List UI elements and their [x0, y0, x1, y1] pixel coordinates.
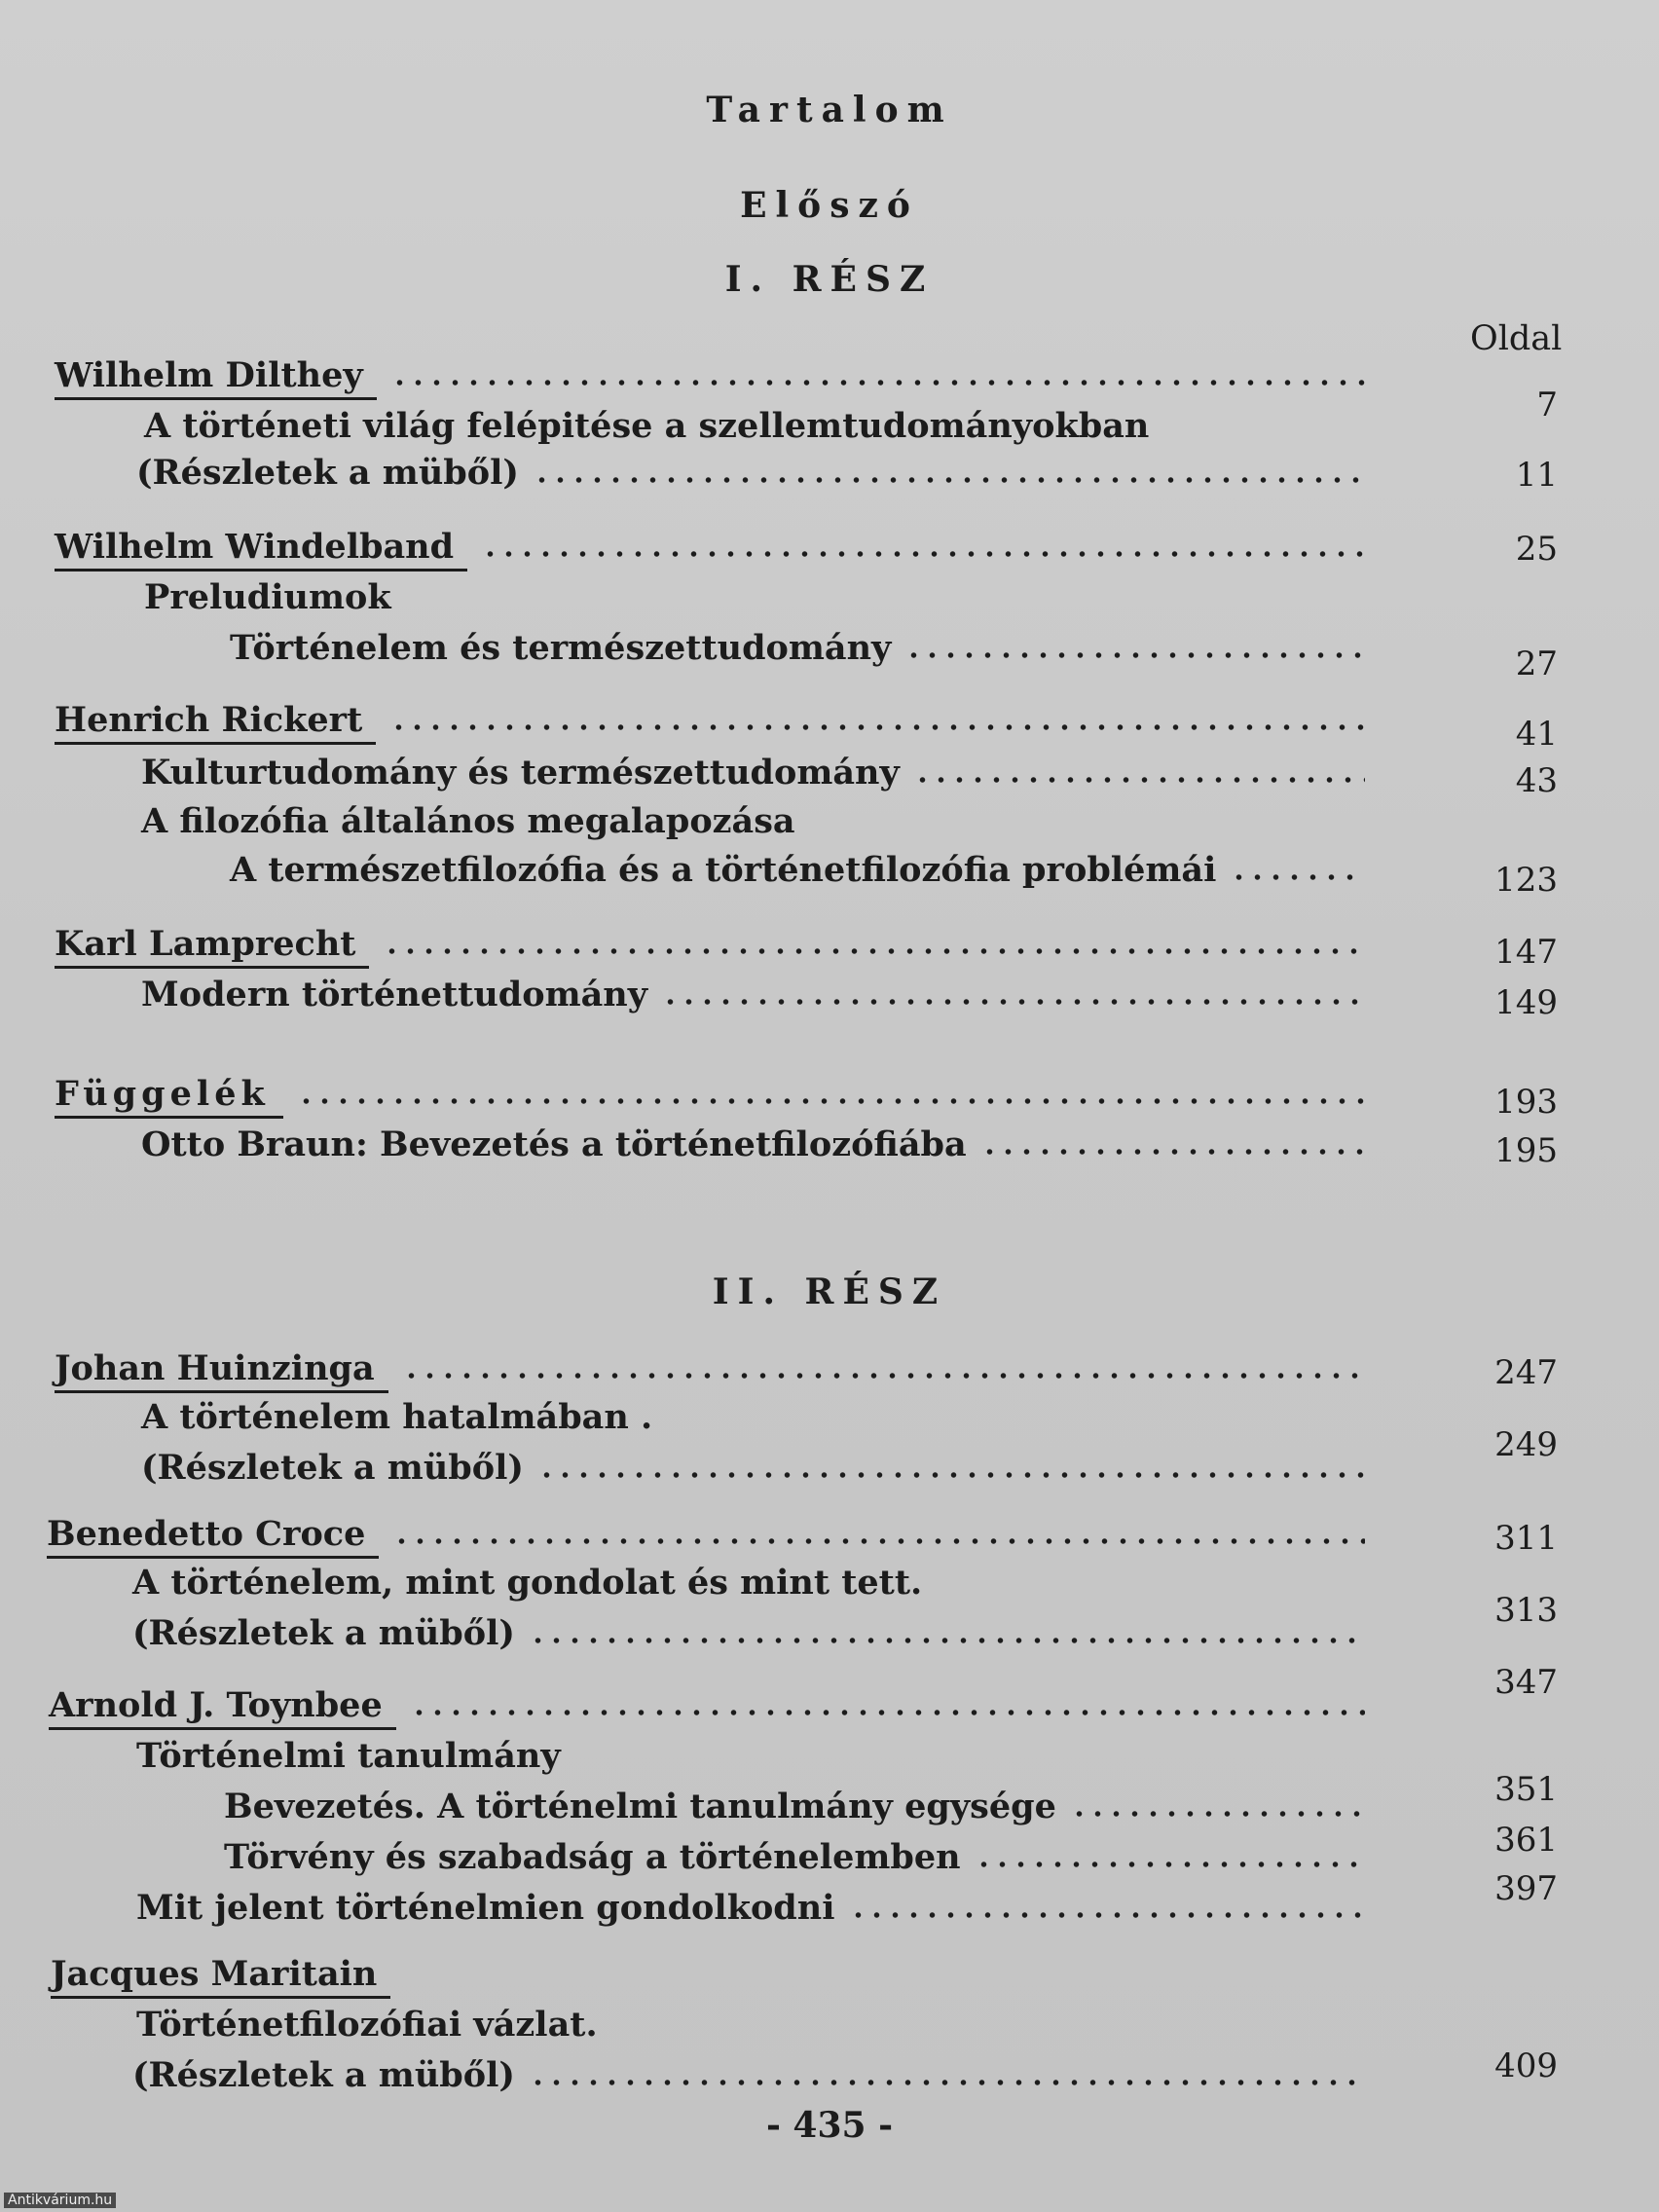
entry-title: Modern történettudomány — [141, 975, 648, 1014]
toc-author-entry — [0, 1347, 1659, 1398]
foreword-heading: Előszó — [740, 185, 919, 226]
page-reference: 311 — [1494, 1519, 1558, 1558]
author-name: Wilhelm Windelband — [55, 526, 467, 571]
dot-leader — [410, 1710, 1365, 1715]
page-reference: 361 — [1494, 1821, 1558, 1860]
toc-author-entry — [0, 1953, 1659, 2004]
toc-author-entry — [0, 699, 1659, 754]
toc-entry — [0, 1562, 1659, 1612]
entry-title: Történetfilozófiai vázlat. — [136, 2005, 598, 2045]
entry-title: (Részletek a müből) — [141, 1448, 524, 1488]
dot-leader — [390, 380, 1365, 386]
toc-entry — [0, 1396, 1659, 1447]
toc-entry — [0, 452, 1659, 502]
toc-author-entry — [0, 1513, 1659, 1564]
dot-leader — [904, 652, 1365, 658]
page-number: - 435 - — [765, 2105, 894, 2146]
entry-title: A történelem hatalmában . — [141, 1397, 653, 1437]
entry-title: (Részletek a müből) — [132, 2055, 515, 2095]
dot-leader — [383, 948, 1365, 954]
author-name: Karl Lamprecht — [55, 923, 369, 969]
toc-entry — [0, 2046, 1659, 2105]
page-reference: 313 — [1494, 1591, 1558, 1630]
toc-entry — [0, 405, 1659, 456]
entry-title: A történelem, mint gondolat és mint tett. — [132, 1563, 923, 1603]
toc-entry — [0, 800, 1659, 851]
page-reference: 41 — [1515, 715, 1558, 754]
toc-entry — [0, 752, 1659, 802]
toc-entry — [0, 576, 1659, 627]
toc-entry — [0, 1425, 1659, 1497]
page-reference: 7 — [1536, 386, 1558, 424]
page-reference: 11 — [1515, 456, 1558, 495]
toc-author-entry — [0, 1073, 1659, 1124]
toc-entry — [0, 1821, 1659, 1887]
dot-leader — [913, 777, 1365, 783]
dot-leader — [389, 724, 1365, 730]
dot-leader — [529, 1638, 1365, 1643]
entry-title: Preludiumok — [144, 577, 391, 617]
page-reference: 43 — [1515, 761, 1558, 800]
author-name: Jacques Maritain — [51, 1953, 390, 1999]
entry-title: (Részletek a müből) — [136, 453, 519, 493]
dot-leader — [661, 999, 1365, 1005]
toc-author-entry — [0, 526, 1659, 576]
page-reference: 351 — [1494, 1770, 1558, 1809]
dot-leader — [402, 1373, 1365, 1379]
page-reference: 409 — [1494, 2046, 1558, 2085]
page-reference: 397 — [1494, 1869, 1558, 1908]
page-reference: 247 — [1494, 1353, 1558, 1392]
dot-leader — [297, 1098, 1365, 1104]
page-reference: 347 — [1494, 1663, 1558, 1702]
entry-title: Törvény és szabadság a történelemben — [224, 1837, 961, 1877]
dot-leader — [392, 1538, 1365, 1544]
author-name: Benedetto Croce — [47, 1513, 379, 1559]
dot-leader — [1070, 1811, 1365, 1817]
page-reference: 249 — [1494, 1425, 1558, 1464]
entry-title: Történelmi tanulmány — [136, 1736, 561, 1776]
author-name: Johan Huinzinga — [55, 1347, 388, 1393]
entry-title: Mit jelent történelmien gondolkodni — [136, 1888, 835, 1928]
toc-entry — [0, 1591, 1659, 1663]
toc-title: Tartalom — [706, 90, 953, 130]
page-reference: 27 — [1515, 645, 1558, 683]
part-two-heading: II. RÉSZ — [712, 1272, 947, 1312]
entry-title: A történeti világ felépitése a szellemtudományokban — [144, 406, 1150, 446]
dot-leader — [481, 551, 1365, 557]
page-column-label: Oldal — [1470, 319, 1563, 358]
page-reference: 147 — [1494, 933, 1558, 972]
entry-title: Otto Braun: Bevezetés a történetfilozófiába — [141, 1124, 967, 1164]
page-reference: 193 — [1494, 1083, 1558, 1122]
toc-entry — [0, 1869, 1659, 1937]
toc-author-entry — [0, 923, 1659, 974]
toc-entry — [0, 1735, 1659, 1786]
dot-leader — [980, 1149, 1365, 1155]
dot-leader — [849, 1912, 1365, 1918]
part-one-heading: I. RÉSZ — [724, 259, 935, 300]
page-reference: 25 — [1515, 530, 1558, 569]
entry-title: (Részletek a müből) — [132, 1613, 515, 1653]
dot-leader — [533, 477, 1365, 483]
entry-title: A természetfilozófia és a történetfilozófia problémái — [230, 850, 1217, 890]
toc-author-entry — [0, 354, 1659, 424]
toc-entry — [0, 974, 1659, 1024]
author-name: Arnold J. Toynbee — [49, 1684, 396, 1730]
toc-entry — [0, 849, 1659, 900]
dot-leader — [537, 1472, 1365, 1478]
page-reference: 195 — [1494, 1131, 1558, 1170]
toc-entry — [0, 2004, 1659, 2054]
toc-entry — [0, 1770, 1659, 1836]
dot-leader — [975, 1862, 1365, 1867]
entry-title: A filozófia általános megalapozása — [141, 801, 795, 841]
entry-title: Bevezetés. A történelmi tanulmány egysége — [224, 1787, 1056, 1826]
dot-leader — [529, 2080, 1365, 2085]
toc-entry — [0, 1124, 1659, 1174]
author-name: Wilhelm Dilthey — [55, 354, 377, 400]
toc-entry — [0, 627, 1659, 683]
author-name: Függelék — [55, 1073, 283, 1119]
page-reference: 149 — [1494, 983, 1558, 1022]
page-reference: 123 — [1494, 861, 1558, 900]
author-name: Henrich Rickert — [55, 699, 376, 745]
dot-leader — [1230, 874, 1365, 880]
entry-title: Kulturtudomány és természettudomány — [141, 753, 900, 793]
toc-author-entry — [0, 1663, 1659, 1735]
entry-title: Történelem és természettudomány — [230, 628, 892, 668]
watermark: Antikvárium.hu — [4, 2193, 116, 2208]
